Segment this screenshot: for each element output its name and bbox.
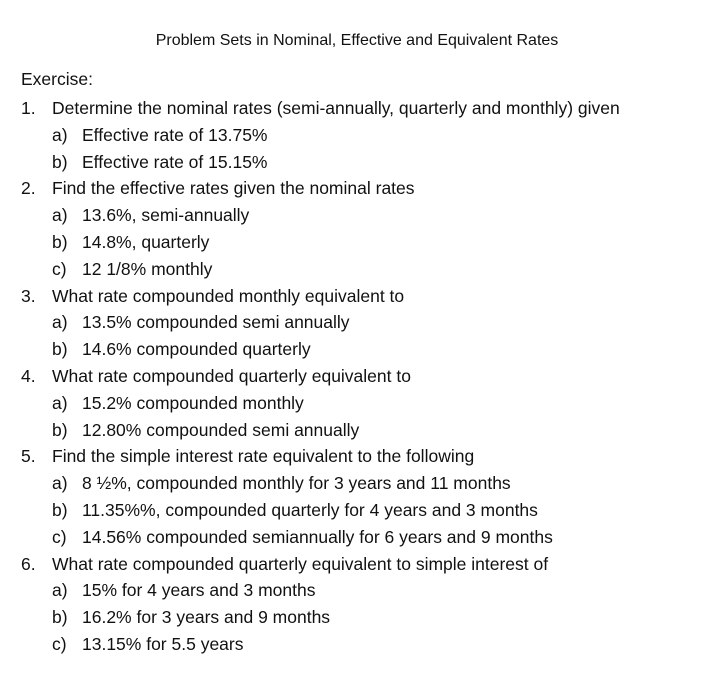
sub-item [0,336,720,363]
sub-item-text: 14.8%, quarterly [82,231,210,252]
question-number: 2. [21,178,36,199]
sub-item-text: 12 1/8% monthly [82,258,213,279]
sub-item [0,470,720,497]
question-item [0,363,720,390]
sub-item [0,524,720,551]
sub-item-text: 11.35%%, compounded quarterly for 4 years and 3 months [82,499,538,520]
question-number: 4. [21,365,36,386]
question-number: 6. [21,553,36,574]
sub-item-text: 13.6%, semi-annually [82,205,250,226]
sub-item-text: 14.56% compounded semiannually for 6 years and 9 months [82,526,553,547]
question-text: What rate compounded quarterly equivalent to simple interest of [52,553,549,574]
sub-item-letter: b) [52,607,68,628]
question-text: Find the simple interest rate equivalent to the following [52,446,475,467]
exercise-heading: Exercise: [21,69,93,89]
sub-item [0,202,720,229]
sub-item-letter: b) [52,499,68,520]
question-text: Determine the nominal rates (semi-annually, quarterly and monthly) given [52,98,620,118]
sub-item-text: 12.80% compounded semi annually [82,419,360,440]
sub-item-letter: a) [52,124,68,145]
question-text: Find the effective rates given the nominal rates [52,178,415,199]
sub-item-letter: c) [52,526,67,547]
sub-item-text: Effective rate of 13.75% [82,124,268,145]
question-item [0,283,720,310]
question-item [0,95,720,122]
sub-item-letter: b) [52,151,68,172]
sub-item-letter: c) [52,258,67,279]
sub-item-letter: a) [52,580,68,601]
sub-item [0,309,720,336]
sub-item [0,122,720,149]
sub-item-text: 8 ½%, compounded monthly for 3 years and 11 months [82,473,511,494]
sub-item-letter: a) [52,312,68,333]
question-number: 1. [21,98,36,118]
sub-item-letter: a) [52,205,68,226]
sub-item [0,149,720,176]
sub-item [0,631,720,658]
sub-item [0,390,720,417]
sub-item-text: 15% for 4 years and 3 months [82,580,316,601]
sub-item-text: 16.2% for 3 years and 9 months [82,607,331,628]
sub-item-letter: c) [52,633,67,654]
question-item [0,175,720,202]
sub-item [0,497,720,524]
question-item [0,443,720,470]
question-number: 5. [21,446,36,467]
page-title: Problem Sets in Nominal, Effective and Equivalent Rates [155,32,559,49]
sub-item-letter: b) [52,419,68,440]
sub-item [0,604,720,631]
sub-item [0,417,720,444]
sub-item-text: Effective rate of 15.15% [82,151,268,172]
sub-item [0,229,720,256]
sub-item-text: 13.5% compounded semi annually [82,312,350,333]
sub-item-text: 14.6% compounded quarterly [82,339,311,360]
question-item [0,551,720,578]
sub-item [0,577,720,604]
question-text: What rate compounded quarterly equivalent to [52,365,411,386]
sub-item-letter: a) [52,392,68,413]
question-number: 3. [21,285,36,306]
sub-item-letter: a) [52,473,68,494]
sub-item-letter: b) [52,339,68,360]
question-text: What rate compounded monthly equivalent to [52,285,405,306]
question-list [0,95,720,658]
sub-item-text: 13.15% for 5.5 years [82,633,244,654]
sub-item [0,256,720,283]
sub-item-letter: b) [52,231,68,252]
sub-item-text: 15.2% compounded monthly [82,392,304,413]
